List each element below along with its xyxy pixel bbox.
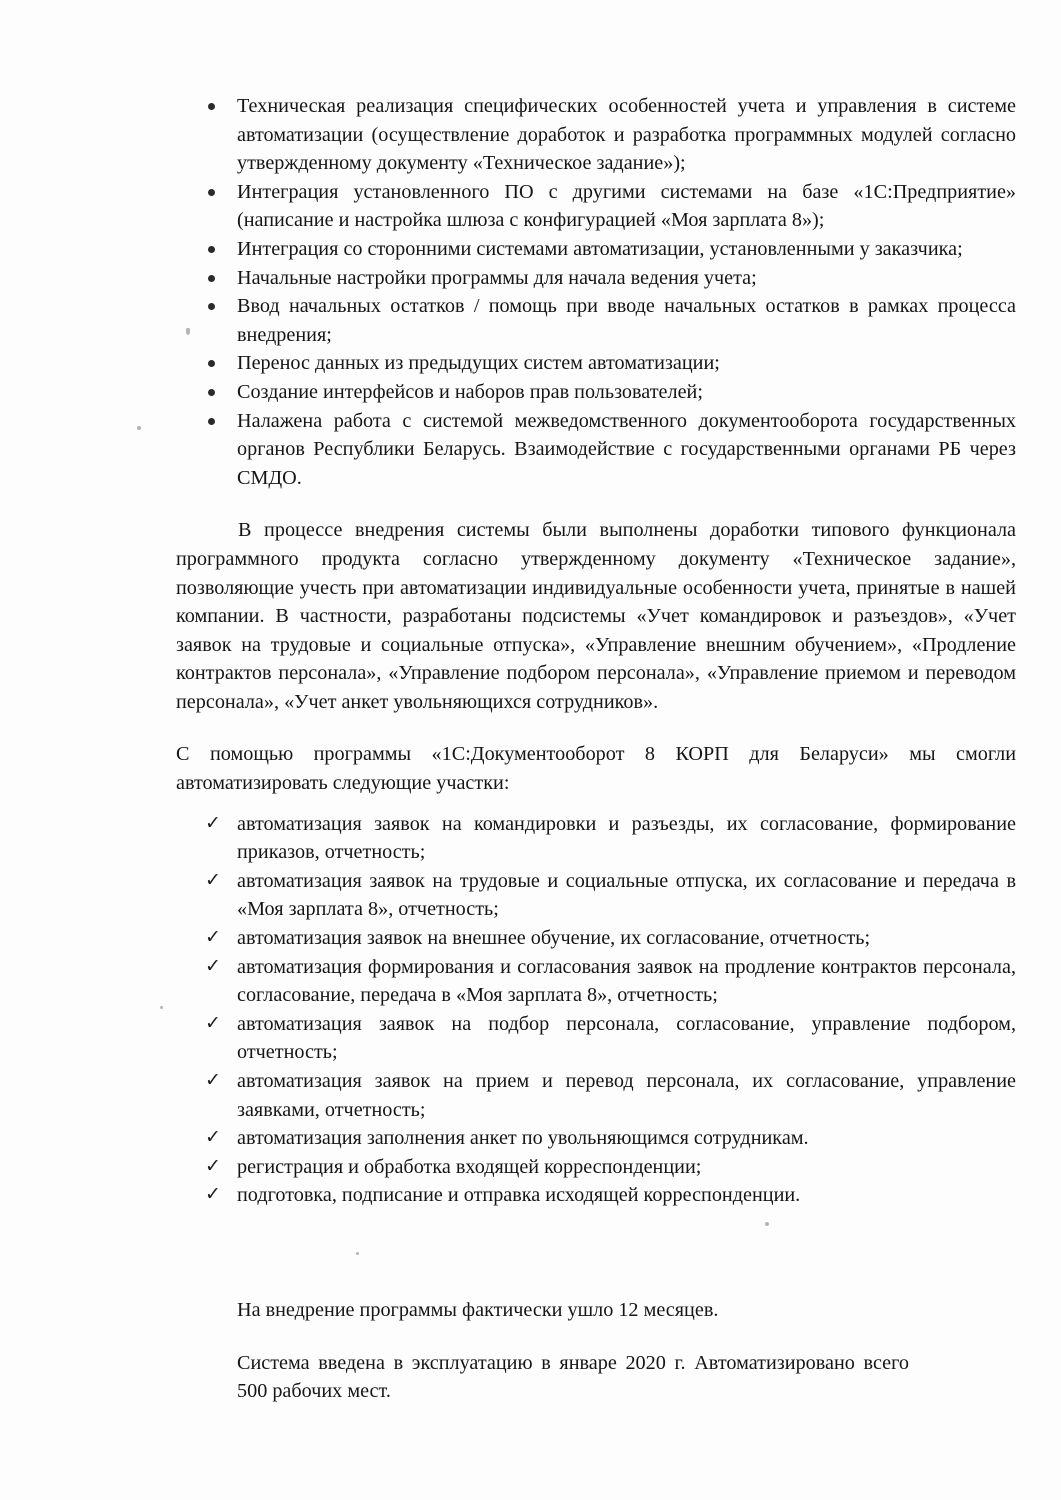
closing-block [237,1296,909,1406]
bullet-item-text: Перенос данных из предыдущих систем автоматизации; [237,352,720,375]
spacer [176,798,1016,810]
check-item-text: автоматизация заявок на прием и перевод персонала, их согласование, управление заявками, отчетность; [237,1070,1016,1121]
bullet-item-text: Техническая реализация специфических особенностей учета и управления в системе автоматизации (осуществление доработок и разработка программных модулей согласно утвержденному документу «Техническое задание»); [237,95,1016,175]
check-icon: ✓ [205,1154,221,1177]
list-item [176,92,1016,178]
list-item [176,1153,1016,1182]
check-icon: ✓ [205,1183,221,1206]
bullet-list [176,92,1016,492]
check-item-text: автоматизация заявок на командировки и разъезды, их согласование, формирование приказов, отчетность; [237,812,1016,864]
list-item [176,264,1016,293]
list-item [176,1124,1016,1153]
bullet-item-text: Начальные настройки программы для начала ведения учета; [237,266,757,289]
bullet-item-text: Интеграция установленного ПО с другими системами на базе «1С:Предприятие» (написание и настройка шлюза с конфигурацией «Моя зарплата 8»); [237,180,1016,232]
list-item [176,867,1016,924]
list-item [176,235,1016,264]
spacer [176,716,1016,740]
scan-speck [137,426,141,430]
check-item-text: автоматизация заполнения анкет по увольняющимся сотрудникам. [237,1127,809,1150]
paragraph-intro-checklist: С помощью программы «1С:Документооборот 8 КОРП для Беларуси» мы смогли автоматизировать следующие участки: [176,743,1016,795]
list-item [176,1010,1016,1067]
check-icon: ✓ [205,926,221,949]
list-item [176,349,1016,378]
list-item [176,953,1016,1010]
list-item [176,924,1016,953]
list-item [176,1067,1016,1124]
spacer [237,1325,909,1349]
list-item [176,178,1016,235]
bullet-item-text: Интеграция со сторонними системами автоматизации, установленными у заказчика; [237,237,963,260]
spacer [176,1210,1016,1296]
scan-speck [160,1006,163,1009]
check-item-text: автоматизация формирования и согласования заявок на продление контрактов персонала, согласование, передача в «Моя зарплата 8», отчетность; [237,955,1016,1007]
bullet-item-text: Создание интерфейсов и наборов прав пользователей; [237,380,703,403]
check-icon: ✓ [205,868,221,891]
check-icon: ✓ [205,954,221,977]
paragraph-implementation: В процессе внедрения системы были выполнены доработки типового функционала программного продукта согласно утвержденному документу «Техническое задание», позволяющие учесть при автоматизации индивидуальные особенности учета, принятые в нашей компании. В частности, разработаны подсистемы «Учет командировок и разъездов», «Учет заявок на трудовые и социальные отпуска», «Управление внешним обучением», «Продление контрактов персонала», «Управление подбором персонала», «Управление приемом и переводом персонала», «Учет анкет увольняющихся сотрудников». [176,519,1016,713]
list-item [176,378,1016,407]
document-body [176,92,1016,1406]
spacer [176,492,1016,516]
bullet-item-text: Налажена работа с системой межведомственного документооборота государственных органов Республики Беларусь. Взаимодействие с государственными органами РБ через СМДО. [237,409,1016,489]
check-item-text: регистрация и обработка входящей корреспонденции; [237,1155,702,1178]
paragraph-duration: На внедрение программы фактически ушло 12 месяцев. [237,1298,719,1321]
check-icon: ✓ [205,1126,221,1149]
check-list [176,810,1016,1210]
list-item [176,407,1016,493]
paragraph-commissioning: Система введена в эксплуатацию в январе 2020 г. Автоматизировано всего 500 рабочих мест. [237,1351,909,1403]
list-item [176,810,1016,867]
check-icon: ✓ [205,1011,221,1034]
list-item [176,292,1016,349]
check-icon: ✓ [205,811,221,834]
list-item [176,1181,1016,1210]
check-item-text: автоматизация заявок на внешнее обучение, их согласование, отчетность; [237,927,871,950]
check-item-text: автоматизация заявок на трудовые и социальные отпуска, их согласование и передача в «Моя зарплата 8», отчетность; [237,869,1016,921]
bullet-item-text: Ввод начальных остатков / помощь при вводе начальных остатков в рамках процесса внедрения; [237,295,1016,346]
check-item-text: автоматизация заявок на подбор персонала, согласование, управление подбором, отчетность; [237,1012,1016,1064]
check-item-text: подготовка, подписание и отправка исходящей корреспонденции. [237,1184,801,1207]
check-icon: ✓ [205,1069,221,1091]
